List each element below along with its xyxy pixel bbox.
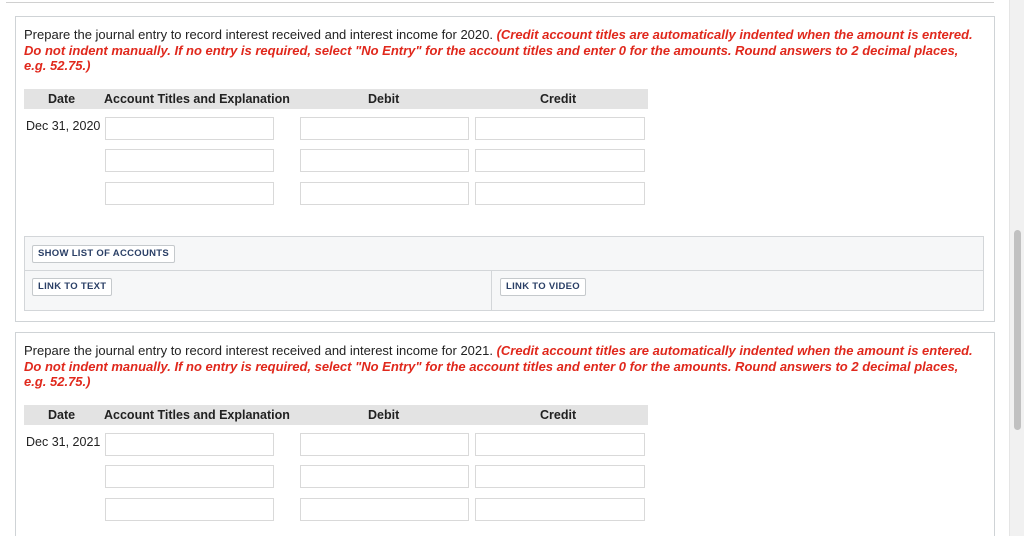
vertical-scrollbar[interactable] [1009,0,1024,536]
header-debit: Debit [368,92,400,106]
debit-input[interactable] [300,433,469,456]
debit-input[interactable] [300,149,469,172]
header-account-titles: Account Titles and Explanation [104,408,290,422]
credit-input[interactable] [475,498,645,521]
show-list-of-accounts-button[interactable]: SHOW LIST OF ACCOUNTS [32,245,175,263]
credit-input[interactable] [475,433,645,456]
account-title-input[interactable] [105,498,274,521]
account-title-input[interactable] [105,433,274,456]
toolbar-divider [25,270,983,271]
header-date: Date [48,92,76,106]
top-divider [6,2,994,3]
account-title-input[interactable] [105,182,274,205]
resources-toolbar [24,236,984,311]
header-date: Date [48,408,76,422]
instructions-text: Prepare the journal entry to record interest received and interest income for 2020. [24,27,497,42]
account-title-input[interactable] [105,149,274,172]
credit-input[interactable] [475,182,645,205]
instructions-2020 [24,27,974,74]
instructions-warning: (Credit account titles are automatically indented when the amount is entered. Do not indent manually. If no entry is required, select "No Entry" for the account titles and enter 0 for the amounts. Round answers to 2 decimal places, e.g. 52.75.) [24,27,973,73]
instructions-text: Prepare the journal entry to record interest received and interest income for 2021. [24,343,497,358]
debit-input[interactable] [300,498,469,521]
scrollbar-thumb[interactable] [1014,230,1021,430]
toolbar-vertical-divider [491,270,492,310]
link-to-text-button[interactable]: LINK TO TEXT [32,278,112,296]
debit-input[interactable] [300,117,469,140]
journal-entry-panel-2021 [15,332,995,536]
header-debit: Debit [368,408,400,422]
journal-entry-panel-2020 [15,16,995,322]
debit-input[interactable] [300,465,469,488]
credit-input[interactable] [475,149,645,172]
credit-input[interactable] [475,117,645,140]
instructions-2021 [24,343,974,390]
header-credit: Credit [540,408,577,422]
header-credit: Credit [540,92,577,106]
entry-date: Dec 31, 2020 [26,119,101,133]
entry-date: Dec 31, 2021 [26,435,101,449]
journal-table-header [24,89,648,109]
instructions-warning: (Credit account titles are automatically indented when the amount is entered. Do not indent manually. If no entry is required, select "No Entry" for the account titles and enter 0 for the amounts. Round answers to 2 decimal places, e.g. 52.75.) [24,343,973,389]
credit-input[interactable] [475,465,645,488]
header-account-titles: Account Titles and Explanation [104,92,290,106]
account-title-input[interactable] [105,117,274,140]
debit-input[interactable] [300,182,469,205]
link-to-video-button[interactable]: LINK TO VIDEO [500,278,586,296]
account-title-input[interactable] [105,465,274,488]
journal-table-header [24,405,648,425]
